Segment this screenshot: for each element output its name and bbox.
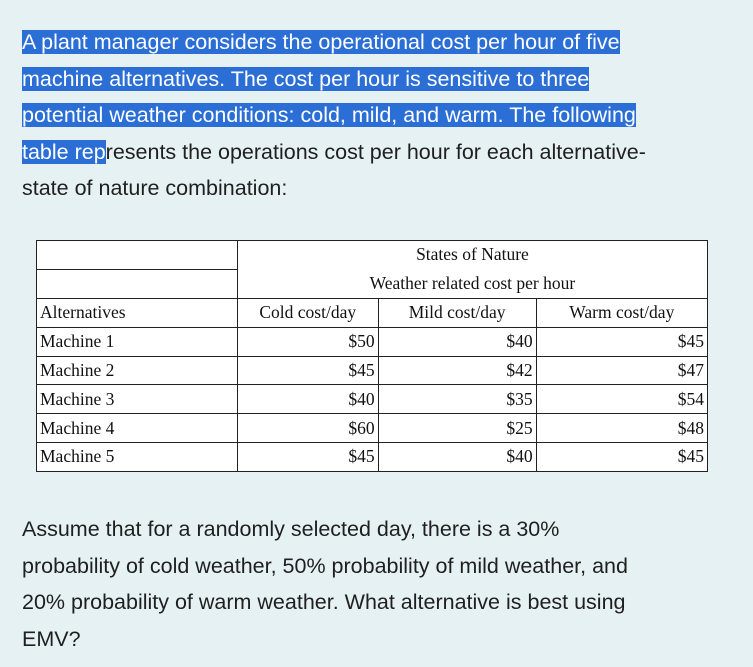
column-header-alternatives: Alternatives — [37, 298, 238, 327]
table-row — [37, 385, 708, 414]
question-line-1: Assume that for a randomly selected day, there is a 30% — [22, 517, 560, 541]
mild-cost-cell: $35 — [378, 385, 536, 414]
question-line-2: probability of cold weather, 50% probability of mild weather, and — [22, 553, 628, 578]
row-name: Machine 1 — [37, 327, 238, 356]
row-name: Machine 2 — [37, 356, 238, 385]
states-of-nature-header: States of Nature — [237, 241, 707, 270]
selection-highlight: table rep — [22, 139, 106, 164]
mild-cost-cell: $42 — [378, 356, 536, 385]
intro-paragraph — [22, 24, 734, 207]
intro-line-2: machine alternatives. The cost per hour is sensitive to three — [22, 66, 590, 91]
mild-cost-cell: $40 — [378, 327, 536, 356]
question-paragraph — [22, 511, 734, 657]
table-group-header-row — [37, 241, 708, 270]
intro-line-4: table represents the operations cost per hour for each alternative- — [22, 139, 646, 164]
column-header-warm: Warm cost/day — [536, 298, 707, 327]
intro-line-5: state of nature combination: — [22, 176, 288, 200]
table-row — [37, 356, 708, 385]
cold-cost-cell: $50 — [237, 327, 378, 356]
table-column-header-row — [37, 298, 708, 327]
warm-cost-cell: $48 — [536, 414, 707, 443]
warm-cost-cell: $45 — [536, 443, 707, 472]
cost-table-container — [36, 240, 708, 471]
intro-line-3: potential weather conditions: cold, mild, and warm. The following — [22, 103, 636, 127]
row-name: Machine 3 — [37, 385, 238, 414]
question-line-4: EMV? — [22, 626, 81, 651]
mild-cost-cell: $40 — [378, 443, 536, 472]
cold-cost-cell: $60 — [237, 414, 378, 443]
cost-table — [36, 240, 708, 472]
weather-cost-header: Weather related cost per hour — [237, 269, 707, 298]
row-name: Machine 4 — [37, 414, 238, 443]
cold-cost-cell: $45 — [237, 356, 378, 385]
column-header-cold: Cold cost/day — [237, 298, 378, 327]
column-header-mild: Mild cost/day — [378, 298, 536, 327]
table-corner-cell-2 — [37, 269, 238, 298]
warm-cost-cell: $47 — [536, 356, 707, 385]
table-corner-cell — [37, 241, 238, 270]
mild-cost-cell: $25 — [378, 414, 536, 443]
table-row — [37, 327, 708, 356]
row-name: Machine 5 — [37, 443, 238, 472]
warm-cost-cell: $54 — [536, 385, 707, 414]
table-sub-header-row — [37, 269, 708, 298]
cold-cost-cell: $45 — [237, 443, 378, 472]
table-row — [37, 414, 708, 443]
table-row — [37, 443, 708, 472]
cold-cost-cell: $40 — [237, 385, 378, 414]
warm-cost-cell: $45 — [536, 327, 707, 356]
intro-line-1: A plant manager considers the operational cost per hour of five — [22, 30, 620, 54]
question-line-3: 20% probability of warm weather. What alternative is best using — [22, 590, 626, 614]
